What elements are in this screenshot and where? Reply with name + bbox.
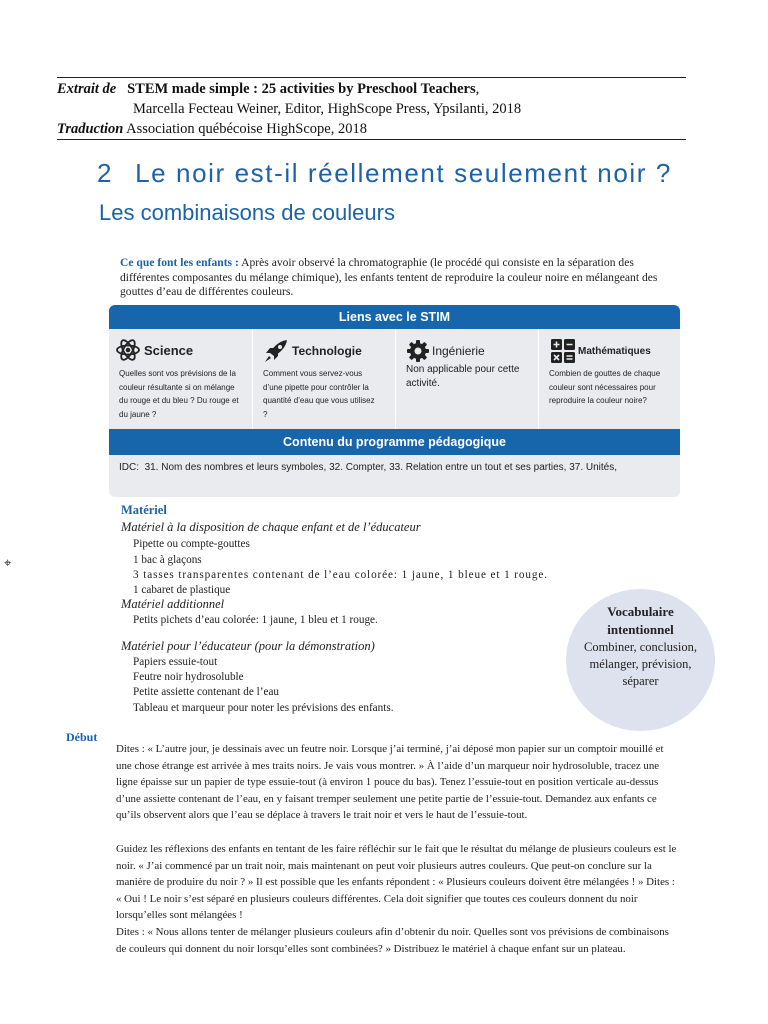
stim-column-technologie: [252, 329, 396, 429]
vocab-words: Combiner, conclusion, mélanger, prévision, séparer: [583, 640, 698, 688]
idc-label: IDC:: [119, 462, 139, 473]
materiel-item: 1 bac à glaçons: [133, 554, 202, 566]
idc-line: [119, 461, 669, 475]
stim-body-ingenierie: Non applicable pour cette activité.: [406, 364, 520, 389]
stim-title-technologie: Technologie: [292, 344, 362, 358]
citation-line-3: [57, 120, 367, 139]
vocab-title-line-2: intentionnel: [607, 622, 674, 637]
stim-body-technologie: Comment vous servez-vous d’une pipette pour contrôler la quantité d’eau que vous utilisez ?: [263, 369, 375, 419]
materiel-item: Petits pichets d’eau colorée: 1 jaune, 1 bleu et 1 rouge.: [133, 614, 378, 626]
intro-paragraph: [120, 256, 680, 300]
crosshair-icon: ⌖: [4, 555, 12, 570]
book-title: STEM made simple : 25 activities by Preschool Teachers: [127, 81, 476, 97]
stim-panel: [109, 305, 680, 497]
curriculum-heading: Contenu du programme pédagogique: [109, 429, 680, 455]
rocket-icon: [263, 339, 289, 363]
traduction-value: Association québécoise HighScope, 2018: [126, 121, 367, 137]
stim-column-science: [109, 329, 252, 429]
vocab-title-line-1: Vocabulaire: [607, 604, 674, 619]
stim-body-science: Quelles sont vos prévisions de la couleur résultante si on mélange du rouge et du bleu ? Du rouge et du jaune ?: [119, 369, 239, 419]
materiel-group-title-3: Matériel pour l’éducateur (pour la démonstration): [121, 639, 375, 653]
stim-column-ingenierie: [395, 329, 539, 429]
header-rule-top: [57, 77, 686, 78]
debut-paragraph-2: Guidez les réflexions des enfants en tentant de les faire réfléchir sur le fait que le résultat du mélange de plusieurs couleurs est le noir. « J’ai commencé par un trait noir, mais maintenant on peut voir plusieurs autres couleurs. Que peut-on conclure sur la manière de produire du noir ? » Il est possible que les enfants répondent : « Plusieurs couleurs doivent être mélangées ! » Dites : « Oui ! Le noir s’est séparé en plusieurs couleurs différentes. Cela doit signifier que toutes ces couleurs donnent du noir lorsqu’elles sont mélangées !: [116, 843, 677, 922]
materiel-item: Tableau et marqueur pour noter les prévisions des enfants.: [133, 702, 394, 714]
intro-text: Après avoir observé la chromatographie (le procédé qui consiste en la séparation des différentes composantes du mélange chimique), les enfants tentent de reproduire la couleur noire en mélangeant des gouttes d’eau de différentes couleurs.: [120, 256, 658, 299]
intro-label: Ce que font les enfants :: [120, 256, 239, 269]
activity-title-text: Le noir est-il réellement seulement noir ?: [135, 158, 672, 188]
materiel-group-title-1: Matériel à la disposition de chaque enfant et de l’éducateur: [121, 520, 421, 534]
materiel-item: Pipette ou compte-gouttes: [133, 538, 250, 550]
stim-heading: Liens avec le STIM: [109, 305, 680, 329]
stim-title-science: Science: [144, 342, 194, 358]
materiel-item: 3 tasses transparentes contenant de l’eau colorée: 1 jaune, 1 bleue et 1 rouge.: [133, 569, 548, 581]
stim-title-mathematiques: Mathématiques: [578, 345, 651, 357]
materiel-group-title-2: Matériel additionnel: [121, 597, 225, 611]
debut-paragraph-1: Dites : « L’autre jour, je dessinais avec un feutre noir. Lorsque j’ai terminé, j’ai déposé mon papier sur un comptoir mouillé et une chose étrange est arrivée à mes traits noirs. Je vais vous montrer. » À l’aide d’un marqueur noir hydrosoluble, tracez une ligne épaisse sur un papier de type essuie-tout (à environ 1 pouce du bas). Tenez l’essuie-tout en position verticale au-dessus d’une assiette contenant de l’eau, en y faisant tremper seulement une petite partie de l’essuie-tout. Demandez aux enfants ce qu’ils observent alors que l’eau se déplace à travers le trait noir et vers le haut de l’essuie-tout.: [116, 743, 664, 822]
stim-body-mathematiques: Combien de gouttes de chaque couleur sont nécessaires pour reproduire la couleur noire?: [549, 369, 661, 405]
math-operators-icon: [551, 339, 575, 363]
vocabulary-circle: [566, 589, 715, 731]
stim-column-mathematiques: [538, 329, 680, 429]
materiel-item: Papiers essuie-tout: [133, 656, 218, 668]
materiel-item: 1 cabaret de plastique: [133, 584, 231, 596]
atom-icon: [115, 339, 141, 361]
materiel-heading: Matériel: [121, 503, 167, 517]
citation-line-1: [57, 80, 479, 99]
materiel-item: Petite assiette contenant de l’eau: [133, 686, 280, 698]
activity-subtitle: Les combinaisons de couleurs: [99, 200, 395, 225]
citation-line-2: [133, 100, 521, 119]
gear-icon: [406, 339, 430, 363]
book-title-comma: ,: [475, 81, 480, 97]
idc-text: 31. Nom des nombres et leurs symboles, 32. Compter, 33. Relation entre un tout et ses parties, 37. Unités,: [144, 462, 618, 473]
activity-number: 2: [97, 158, 114, 188]
stim-title-ingenierie: Ingénierie: [432, 344, 485, 358]
activity-title: [97, 158, 672, 189]
traduction-label: Traduction: [57, 121, 124, 137]
debut-heading: Début: [66, 730, 98, 744]
stim-columns: [109, 329, 680, 429]
debut-paragraph-3: Dites : « Nous allons tenter de mélanger plusieurs couleurs afin d’obtenir du noir. Quelles sont vos prévisions de combinaisons de couleurs qui donnent du noir lorsqu’elles sont combinées? » Distribuez le matériel à chaque enfant sur un plateau.: [116, 926, 669, 955]
materiel-item: Feutre noir hydrosoluble: [133, 671, 244, 683]
book-credit: Marcella Fecteau Weiner, Editor, HighScope Press, Ypsilanti, 2018: [133, 101, 522, 117]
header-rule-bottom: [57, 139, 686, 140]
extrait-label: Extrait de: [57, 81, 117, 97]
